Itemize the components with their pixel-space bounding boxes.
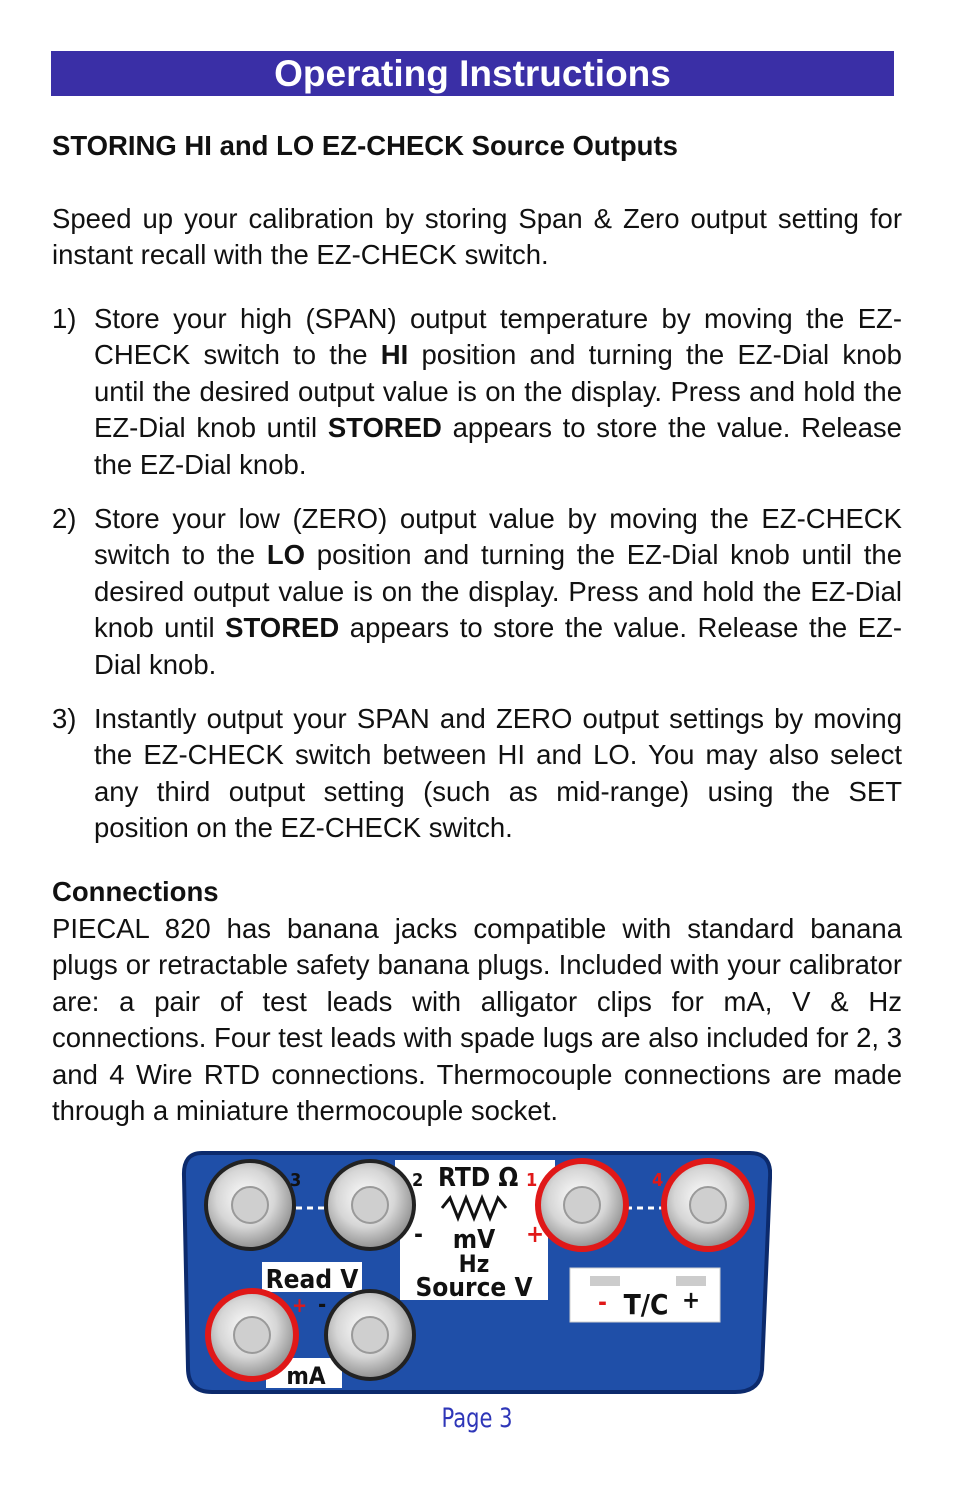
page-number: Page 3: [441, 1403, 513, 1434]
list-item: [52, 701, 902, 847]
read-v-label: Read V: [265, 1265, 359, 1295]
jack-4-label: 4: [652, 1170, 664, 1191]
mv-label: mV: [452, 1225, 496, 1255]
text-run: appears to store the value. Release the EZ-Dial knob.: [94, 612, 902, 680]
source-plus: +: [526, 1220, 545, 1248]
bold-text: LO: [266, 539, 306, 571]
source-v-label: Source V: [415, 1273, 533, 1303]
intro-paragraph: Speed up your calibration by storing Span & Zero output setting for instant recall with the EZ-CHECK switch.: [52, 203, 902, 271]
text-run: Store your low (ZERO) output value by moving the EZ-CHECK switch to the: [94, 503, 902, 571]
list-item: [52, 501, 902, 683]
text-run: position and turning the EZ-Dial knob until the desired output value is on the display. Press and hold the EZ-Dial knob until: [94, 539, 902, 644]
list-number: 1): [52, 303, 77, 334]
connections-paragraph: PIECAL 820 has banana jacks compatible with standard banana plugs or retractable safety banana plugs. Included with your calibrator are: a pair of test leads with alligator clips for mA, V & Hz connections. Four test leads with spade lugs are also included for 2, 3 and 4 Wire RTD connections. Thermocouple connections are made through a miniature thermocouple socket.: [52, 913, 902, 1127]
list-item: [52, 301, 902, 483]
list-text: Instantly output your SPAN and ZERO output settings by moving the EZ-CHECK switch between HI and LO. You may also select any third output setting (such as mid-range) using the SET position on the EZ-CHECK switch.: [94, 703, 902, 844]
section-heading: STORING HI and LO EZ-CHECK Source Outputs: [52, 130, 678, 161]
tc-slot-left: [590, 1276, 620, 1286]
hz-label: Hz: [458, 1250, 490, 1278]
tc-label: T/C: [623, 1288, 669, 1321]
list-number: 3): [52, 703, 77, 734]
bold-text: HI: [380, 339, 409, 371]
text-run: position and turning the EZ-Dial knob until the desired output value is on the display. Press and hold the EZ-Dial knob until: [94, 339, 902, 444]
list-text: [94, 301, 902, 483]
read-v-plus: +: [292, 1293, 308, 1317]
tc-minus: -: [598, 1288, 607, 1316]
text-run: appears to store the value. Release the EZ-Dial knob.: [94, 412, 902, 480]
bold-text: STORED: [225, 612, 340, 644]
read-v-minus: -: [318, 1293, 327, 1318]
page-title: Operating Instructions: [274, 53, 671, 94]
connector-panel-diagram: [180, 1150, 772, 1395]
list-text: [94, 501, 902, 683]
rtd-label: RTD Ω: [438, 1163, 519, 1193]
connections-heading: Connections: [52, 876, 219, 907]
tc-slot-right: [676, 1276, 706, 1286]
jack-3-label: 3: [290, 1170, 302, 1191]
ma-label: mA: [286, 1362, 326, 1390]
text-run: Store your high (SPAN) output temperature by moving the EZ-CHECK switch to the: [94, 303, 902, 371]
source-minus: -: [414, 1220, 423, 1248]
jack-2-label: 2: [412, 1170, 424, 1191]
bold-text: STORED: [327, 412, 442, 444]
jack-1-label: 1: [526, 1170, 538, 1191]
list-number: 2): [52, 503, 77, 534]
page-title-banner: [51, 51, 894, 96]
tc-plus: +: [682, 1286, 701, 1314]
